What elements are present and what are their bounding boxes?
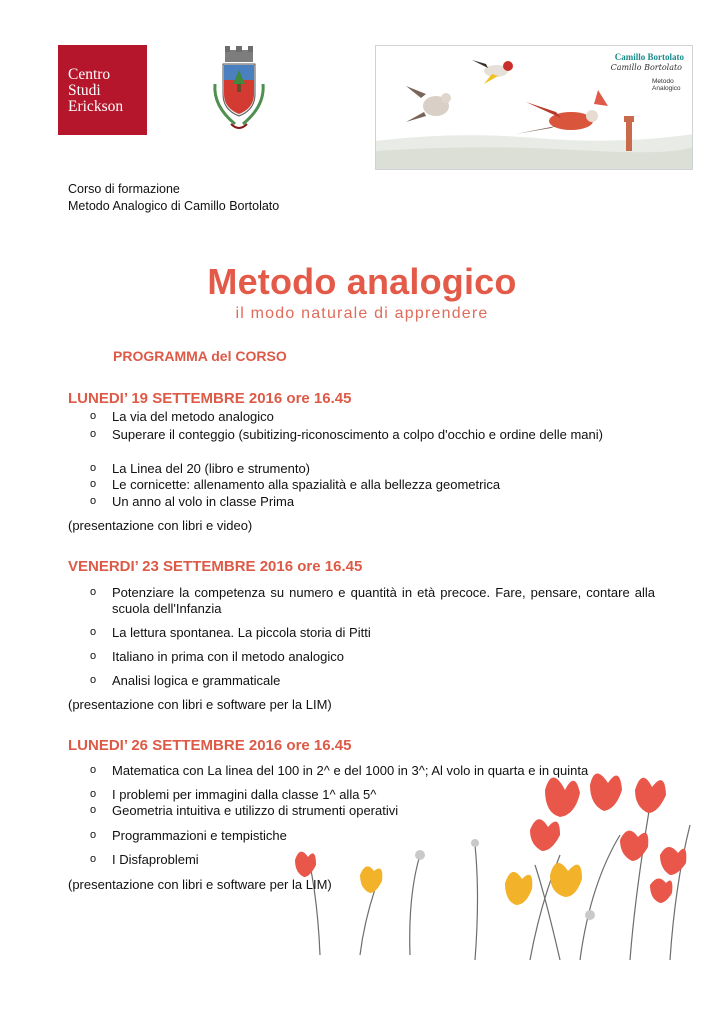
bullet-icon: o <box>90 478 97 490</box>
list-item-text: Analisi logica e grammaticale <box>112 673 281 688</box>
list-item <box>90 787 655 803</box>
session-title: LUNEDI’ 26 SETTEMBRE 2016 ore 16.45 <box>68 737 352 754</box>
list-item-text: Un anno al volo in classe Prima <box>112 494 295 509</box>
banner-method-line: Metodo <box>652 78 674 85</box>
bullet-icon: o <box>90 853 97 865</box>
list-item <box>90 409 655 425</box>
list-item-text: I Disfaproblemi <box>112 852 199 867</box>
banner-brand-text: Camillo Bortolato <box>614 52 684 62</box>
list-item-text: Le cornicette: allenamento alla spazialità e alla bellezza geometrica <box>112 477 501 492</box>
list-item <box>90 494 655 510</box>
intro-line: Corso di formazione <box>68 182 180 196</box>
list-item-text: Superare il conteggio (subitizing-riconoscimento a colpo d'occhio e ordine delle mani) <box>112 427 603 442</box>
list-item-text: La Linea del 20 (libro e strumento) <box>112 461 311 476</box>
list-item <box>90 852 655 868</box>
bullet-icon: o <box>90 428 97 440</box>
list-item <box>90 803 655 819</box>
banner-method-logo <box>652 78 684 92</box>
session-note: (presentazione con libri e video) <box>68 518 253 533</box>
banner-method-line: Analogico <box>652 85 681 92</box>
list-item <box>90 477 655 493</box>
session-title: VENERDI’ 23 SETTEMBRE 2016 ore 16.45 <box>68 558 363 575</box>
course-intro <box>68 181 279 215</box>
session-note: (presentazione con libri e software per la LIM) <box>68 697 332 712</box>
list-item <box>90 763 655 779</box>
bullet-icon: o <box>90 410 97 422</box>
bullet-icon: o <box>90 462 97 474</box>
list-item-text: Programmazioni e tempistiche <box>112 828 287 843</box>
bullet-icon: o <box>90 788 97 800</box>
bullet-icon: o <box>90 495 97 507</box>
publisher-logo-line: Erickson <box>68 98 124 115</box>
list-item <box>90 461 655 477</box>
page-title: Metodo analogico <box>207 261 517 302</box>
bullet-icon: o <box>90 650 97 662</box>
publisher-logo <box>58 45 147 135</box>
session-note: (presentazione con libri e software per la LIM) <box>68 877 332 892</box>
intro-line: Metodo Analogico di Camillo Bortolato <box>68 199 280 213</box>
course-banner <box>375 45 693 170</box>
list-item <box>90 585 655 616</box>
bullet-icon: o <box>90 674 97 686</box>
banner-signature: Camillo Bortolato <box>610 63 682 72</box>
page-subtitle: il modo naturale di apprendere <box>235 305 489 322</box>
bullet-icon: o <box>90 586 97 598</box>
list-item-text: La via del metodo analogico <box>112 409 274 424</box>
list-item-text: Potenziare la competenza su numero e quantità in età precoce. Fare, pensare, contare alla scuola dell'Infanzia <box>112 585 655 616</box>
list-item <box>90 649 655 665</box>
list-item <box>90 427 655 443</box>
program-heading: PROGRAMMA del CORSO <box>113 348 287 364</box>
bullet-icon: o <box>90 626 97 638</box>
list-item <box>90 673 655 689</box>
session-title: LUNEDI’ 19 SETTEMBRE 2016 ore 16.45 <box>68 390 352 407</box>
list-item <box>90 625 655 641</box>
list-item-text: La lettura spontanea. La piccola storia di Pitti <box>112 625 371 640</box>
bullet-icon: o <box>90 829 97 841</box>
publisher-logo-line: Centro <box>68 66 111 83</box>
list-item <box>90 828 655 844</box>
publisher-logo-line: Studi <box>68 82 101 99</box>
municipal-crest-icon <box>205 44 273 136</box>
bullet-icon: o <box>90 764 97 776</box>
list-item-text: Geometria intuitiva e utilizzo di strumenti operativi <box>112 803 399 818</box>
bullet-icon: o <box>90 804 97 816</box>
list-item-text: I problemi per immagini dalla classe 1^ alla 5^ <box>112 787 377 802</box>
list-item-text: Matematica con La linea del 100 in 2^ e del 1000 in 3^; Al volo in quarta e in quinta <box>112 763 589 778</box>
list-item-text: Italiano in prima con il metodo analogico <box>112 649 344 664</box>
